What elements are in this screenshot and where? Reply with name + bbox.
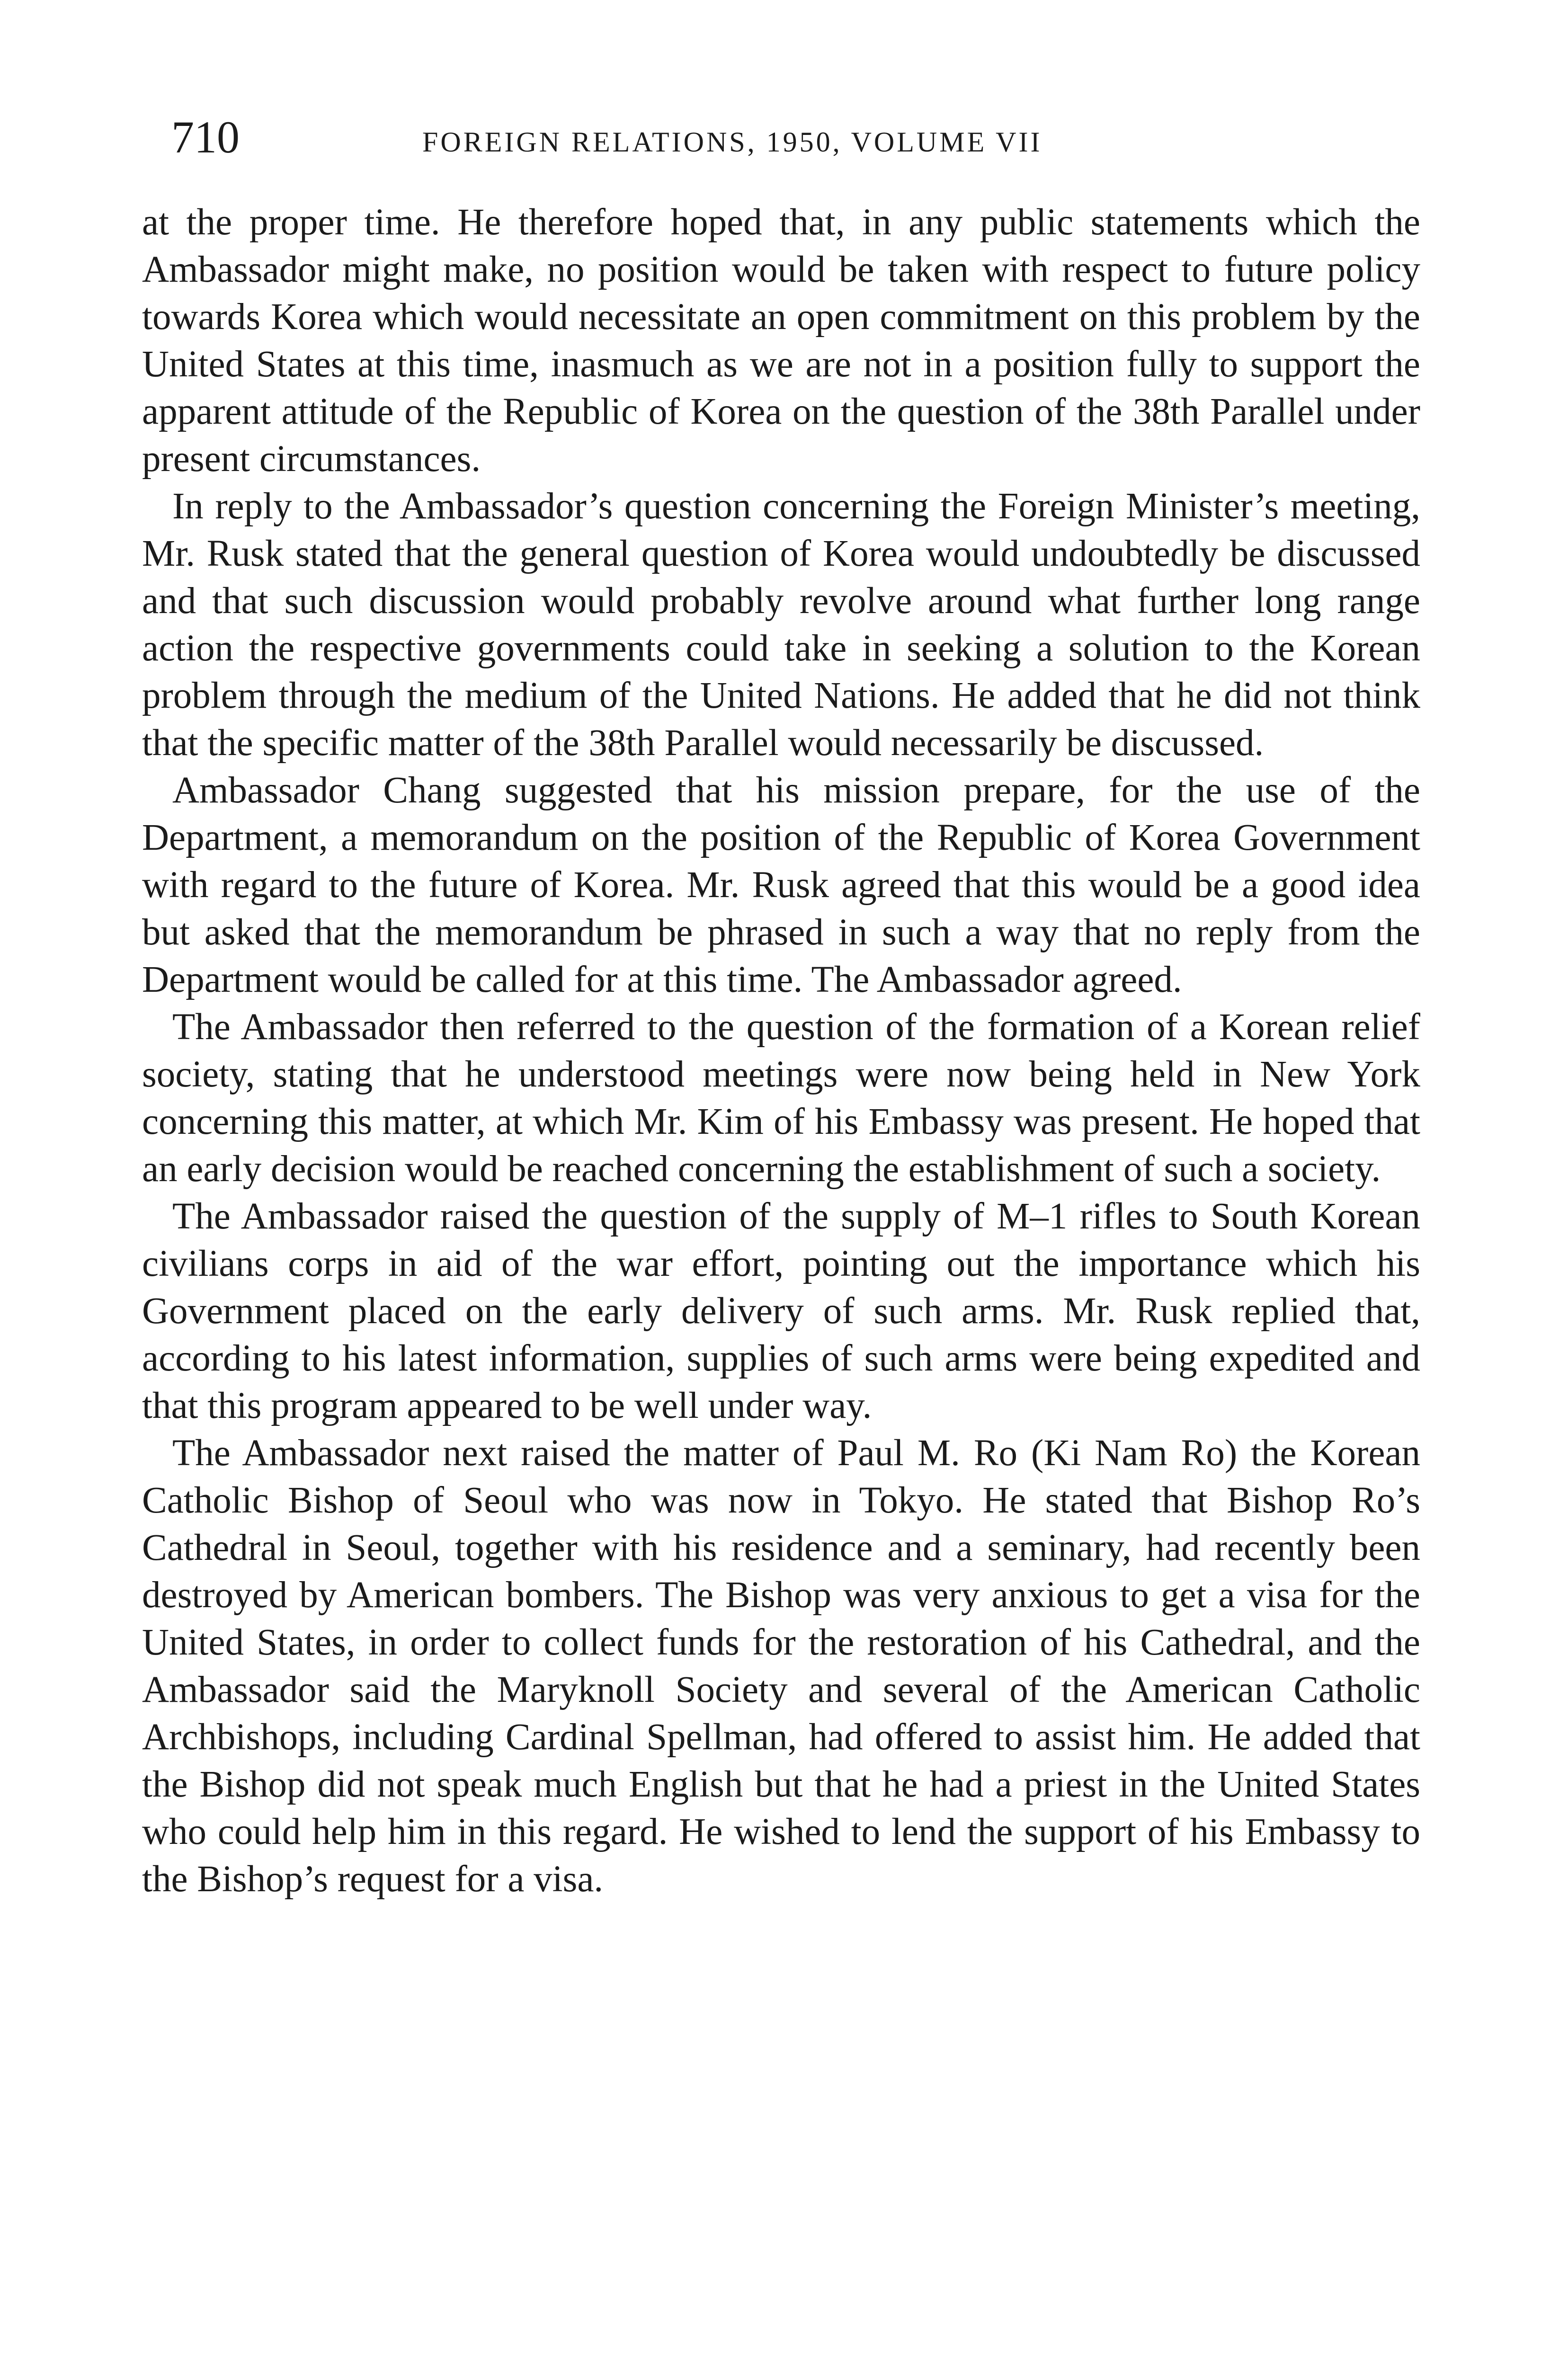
paragraph-bishop-visa: The Ambassador next raised the matter of Paul M. Ro (Ki Nam Ro) the Korean Catholic Bishop of Seoul who was now in Tokyo. He stated that Bishop Ro’s Cathedral in Seoul, together with his residence and a seminary, had recently been destroyed by American bombers. The Bishop was very anxious to get a visa for the United States, in order to collect funds for the restoration of his Cathedral, and the Ambassador said the Maryknoll Society and several of the American Catholic Archbishops, including Cardinal Spellman, had offered to assist him. He added that the Bishop did not speak much English but that he had a priest in the United States who could help him in this regard. He wished to lend the support of his Embassy to the Bishop’s request for a visa. bbox=[142, 1433, 1420, 1900]
paragraph-foreign-ministers-meeting: In reply to the Ambassador’s question concerning the Foreign Minister’s meeting, Mr. Rusk stated that the general question of Korea would undoubtedly be discussed and that such discussion would probably revolve around what further long range action the respective governments could take in seeking a solution to the Korean problem through the medium of the United Nations. He added that he did not think that the specific matter of the 38th Parallel would necessarily be discussed. bbox=[142, 486, 1420, 764]
running-header bbox=[171, 114, 1417, 170]
body-text bbox=[142, 199, 1420, 1903]
running-title: FOREIGN RELATIONS, 1950, VOLUME VII bbox=[422, 126, 1042, 158]
paragraph-continued: at the proper time. He therefore hoped that, in any public statements which the Ambassador might make, no position would be taken with respect to future policy towards Korea which would necessitate an open commitment on this problem by the United States at this time, inasmuch as we are not in a position fully to support the apparent attitude of the Republic of Korea on the question of the 38th Parallel under present circumstances. bbox=[142, 202, 1420, 480]
paragraph-relief-society: The Ambassador then referred to the question of the formation of a Korean relief society, stating that he understood meetings were now being held in New York concerning this matter, at which Mr. Kim of his Embassy was present. He hoped that an early decision would be reached concerning the establishment of such a society. bbox=[142, 1006, 1420, 1190]
page-number: 710 bbox=[171, 112, 240, 162]
paragraph-memorandum: Ambassador Chang suggested that his mission prepare, for the use of the Department, a memorandum on the position of the Republic of Korea Government with regard to the future of Korea. Mr. Rusk agreed that this would be a good idea but asked that the memorandum be phrased in such a way that no reply from the Department would be called for at this time. The Ambassador agreed. bbox=[142, 770, 1420, 1000]
paragraph-m1-rifles: The Ambassador raised the question of the supply of M–1 rifles to South Korean civilians corps in aid of the war effort, pointing out the importance which his Government placed on the early delivery of such arms. Mr. Rusk replied that, according to his latest information, supplies of such arms were being expedited and that this program appeared to be well under way. bbox=[142, 1196, 1420, 1426]
